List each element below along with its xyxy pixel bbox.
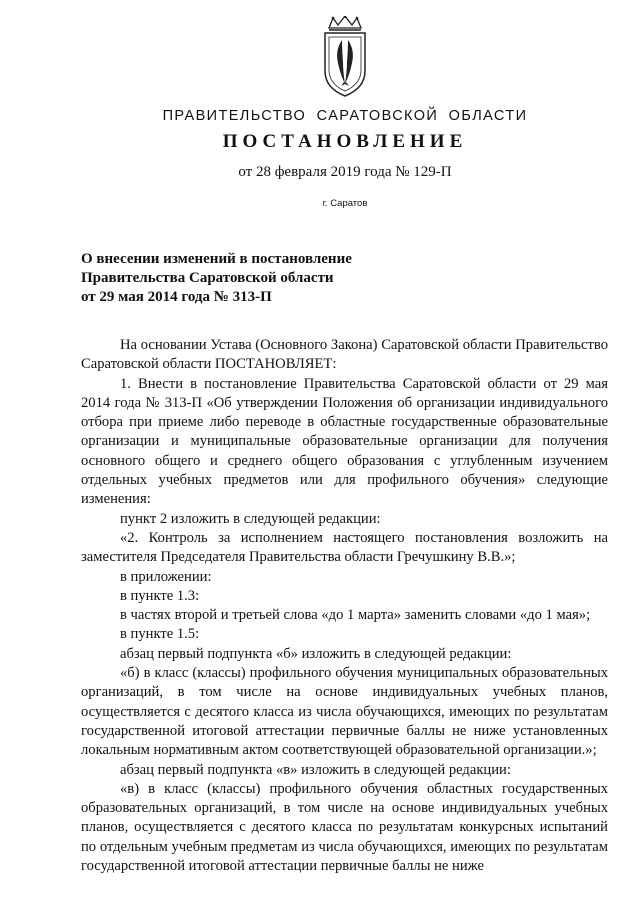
body-paragraph: «б) в класс (классы) профильного обучения муниципальных образовательных организаций, в том числе на основе индивидуальных учебных планов, осуществляется с десятого класса из числа обучающихся, имеющих по результатам государственной итоговой аттестации первичные баллы не ниже установленных локальным нормативным актом соответствующей образовательной организации.»; [81,665,608,759]
body-paragraph: в частях второй и третьей слова «до 1 марта» заменить словами «до 1 мая»; [120,607,591,624]
document-type-title: ПОСТАНОВЛЕНИЕ [222,131,468,152]
saratov-coat-of-arms-emblem [322,16,368,98]
body-paragraph: абзац первый подпункта «в» изложить в следующей редакции: [120,761,511,778]
government-name: ПРАВИТЕЛЬСТВО САРАТОВСКОЙ ОБЛАСТИ [162,108,528,124]
body-paragraph: в пункте 1.5: [120,626,200,643]
body-paragraph: «в) в класс (классы) профильного обучения областных государственных образовательных организаций, в том числе на основе индивидуальных учебных планов, осуществляется с десятого класса по результатам конкурсных испытаний по отдельным учебным предметам из числа обучающихся, имеющих по результатам государственной итоговой аттестации первичные баллы не ниже [81,780,608,875]
body-paragraph: «2. Контроль за исполнением настоящего постановления возложить на заместителя Председателя Правительства области Гречушкину В.В.»; [81,529,608,566]
body-paragraph: абзац первый подпункта «б» изложить в следующей редакции: [120,645,512,662]
body-paragraph: 1. Внести в постановление Правительства Саратовской области от 29 мая 2014 года № 313-П «Об утверждении Положения об организации индивидуального отбора при приеме либо переводе в областные государственные образовательные организации и муниципальные образовательные организации для получения основного общего и среднего общего образования с углубленным изучением отдельных учебных предметов или для профильного обучения» следующие изменения: [81,375,608,508]
body-paragraph: в приложении: [120,568,212,585]
subject-line: Правительства Саратовской области [81,270,334,286]
document-body [81,336,608,876]
subject-line: О внесении изменений в постановление [81,251,352,267]
document-subject [81,250,352,307]
body-paragraph: На основании Устава (Основного Закона) Саратовской области Правительство Саратовской области ПОСТАНОВЛЯЕТ: [81,337,608,373]
body-paragraph: пункт 2 изложить в следующей редакции: [120,510,381,527]
body-paragraph: в пункте 1.3: [120,587,200,604]
subject-line: от 29 мая 2014 года № 313-П [81,289,272,305]
document-city: г. Саратов [322,198,368,209]
document-date-number: от 28 февраля 2019 года № 129-П [238,164,452,180]
